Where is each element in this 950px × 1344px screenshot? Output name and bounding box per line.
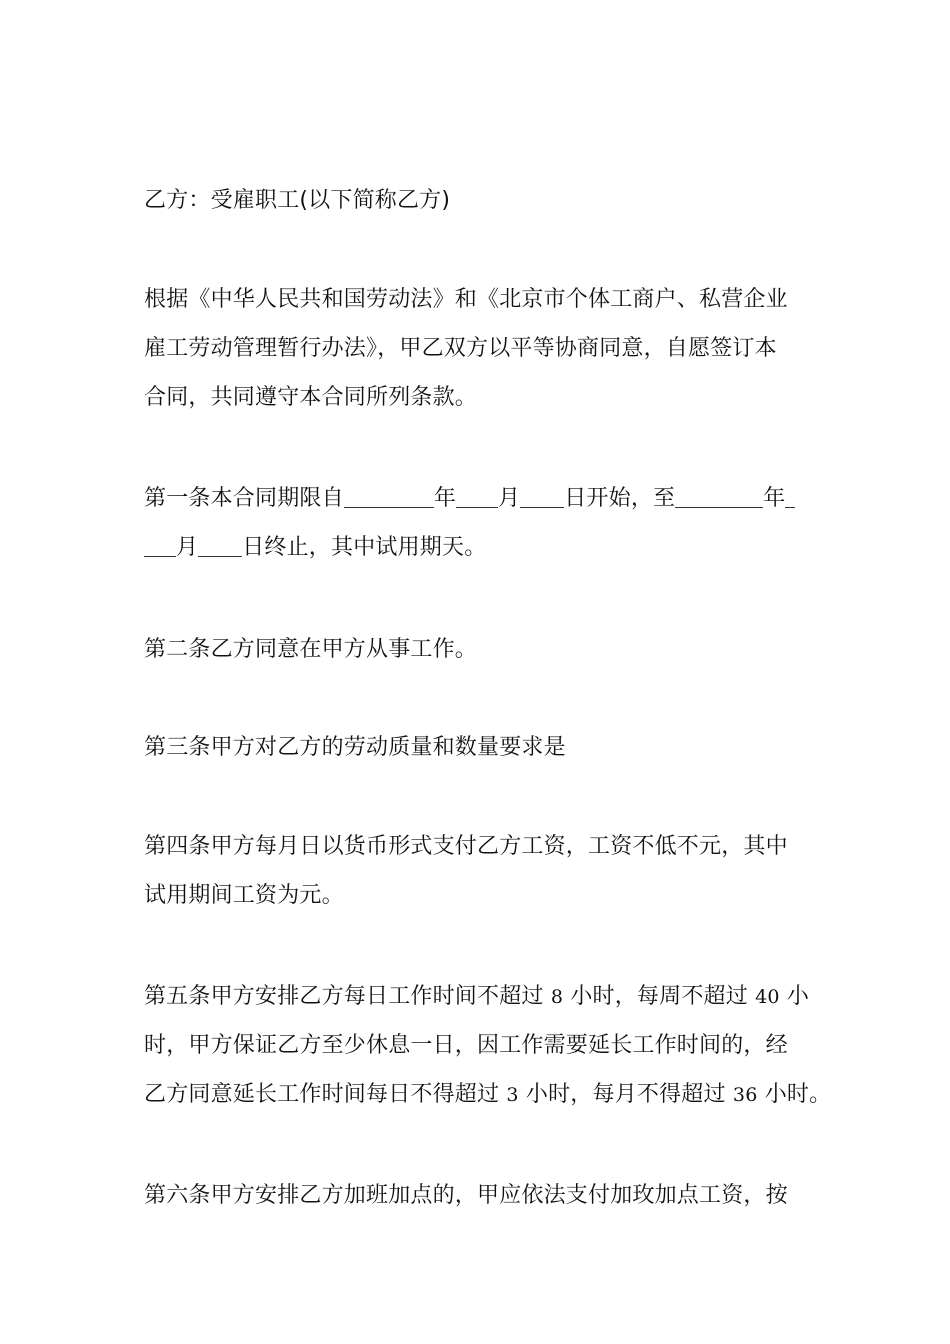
article-5-text-e: 小时，每月不得超过 [525,1082,726,1107]
article-4-paragraph [144,822,814,920]
article-5-text-b: 小时，每周不超过 [570,984,748,1009]
article-6-line-1: 第六条甲方安排乙方加班加点的，甲应依法支付加玫加点工资，按 [144,1183,788,1208]
overtime-monthly-number: 36 [732,1084,758,1106]
article-1-line-2 [144,523,814,572]
article-4-line-1: 第四条甲方每月日以货币形式支付乙方工资，工资不低不元，其中 [144,834,788,859]
article-5-line-1 [144,972,814,1021]
article-5-text-c: 小 [786,984,810,1009]
daily-hours-number: 8 [550,986,564,1008]
start-year-blank [344,485,434,508]
article-4-line-2: 试用期间工资为元。 [144,883,344,908]
article-1-text-4: 日开始，至 [564,486,676,511]
end-month-blank-start [785,485,795,508]
start-month-blank [456,485,498,508]
article-3-paragraph [144,723,814,772]
end-year-blank [675,485,763,508]
preamble-paragraph [144,275,814,422]
preamble-line-3: 合同，共同遵守本合同所列条款。 [144,385,478,410]
article-1-line-1 [144,474,814,523]
preamble-line-2: 雇工劳动管理暂行办法》，甲乙双方以平等协商同意，自愿签订本 [144,336,777,361]
article-1-text-6: 月 [176,535,199,560]
article-1-text-7: 日终止，其中试用期天。 [242,535,487,560]
party-b-text: 乙方：受雇职工(以下简称乙方) [144,188,451,213]
weekly-hours-number: 40 [755,986,780,1008]
article-1-paragraph [144,474,814,572]
end-day-blank [198,534,242,557]
article-1-text-5: 年 [763,486,786,511]
article-5-paragraph [144,972,832,1119]
article-1-text-2: 年 [433,486,457,511]
end-month-blank [144,534,176,557]
article-5-text-f: 小时。 [764,1082,832,1107]
overtime-daily-number: 3 [506,1084,519,1106]
article-1-text-3: 月 [498,486,521,511]
article-3-text: 第三条甲方对乙方的劳动质量和数量要求是 [144,735,566,760]
article-6-paragraph [144,1171,814,1220]
party-b-line [144,176,814,225]
preamble-line-1: 根据《中华人民共和国劳动法》和《北京市个体工商户、私营企业 [144,287,788,312]
article-2-text: 第二条乙方同意在甲方从事工作。 [144,637,478,662]
article-5-text-d: 乙方同意延长工作时间每日不得超过 [144,1082,500,1107]
article-2-paragraph [144,625,814,674]
article-5-text-a: 第五条甲方安排乙方每日工作时间不超过 [144,984,544,1009]
article-5-line-3 [144,1070,832,1119]
article-1-text-1: 第一条本合同期限自 [144,486,344,511]
article-5-line-2: 时，甲方保证乙方至少休息一日，因工作需要延长工作时间的，经 [144,1033,788,1058]
start-day-blank [520,485,564,508]
